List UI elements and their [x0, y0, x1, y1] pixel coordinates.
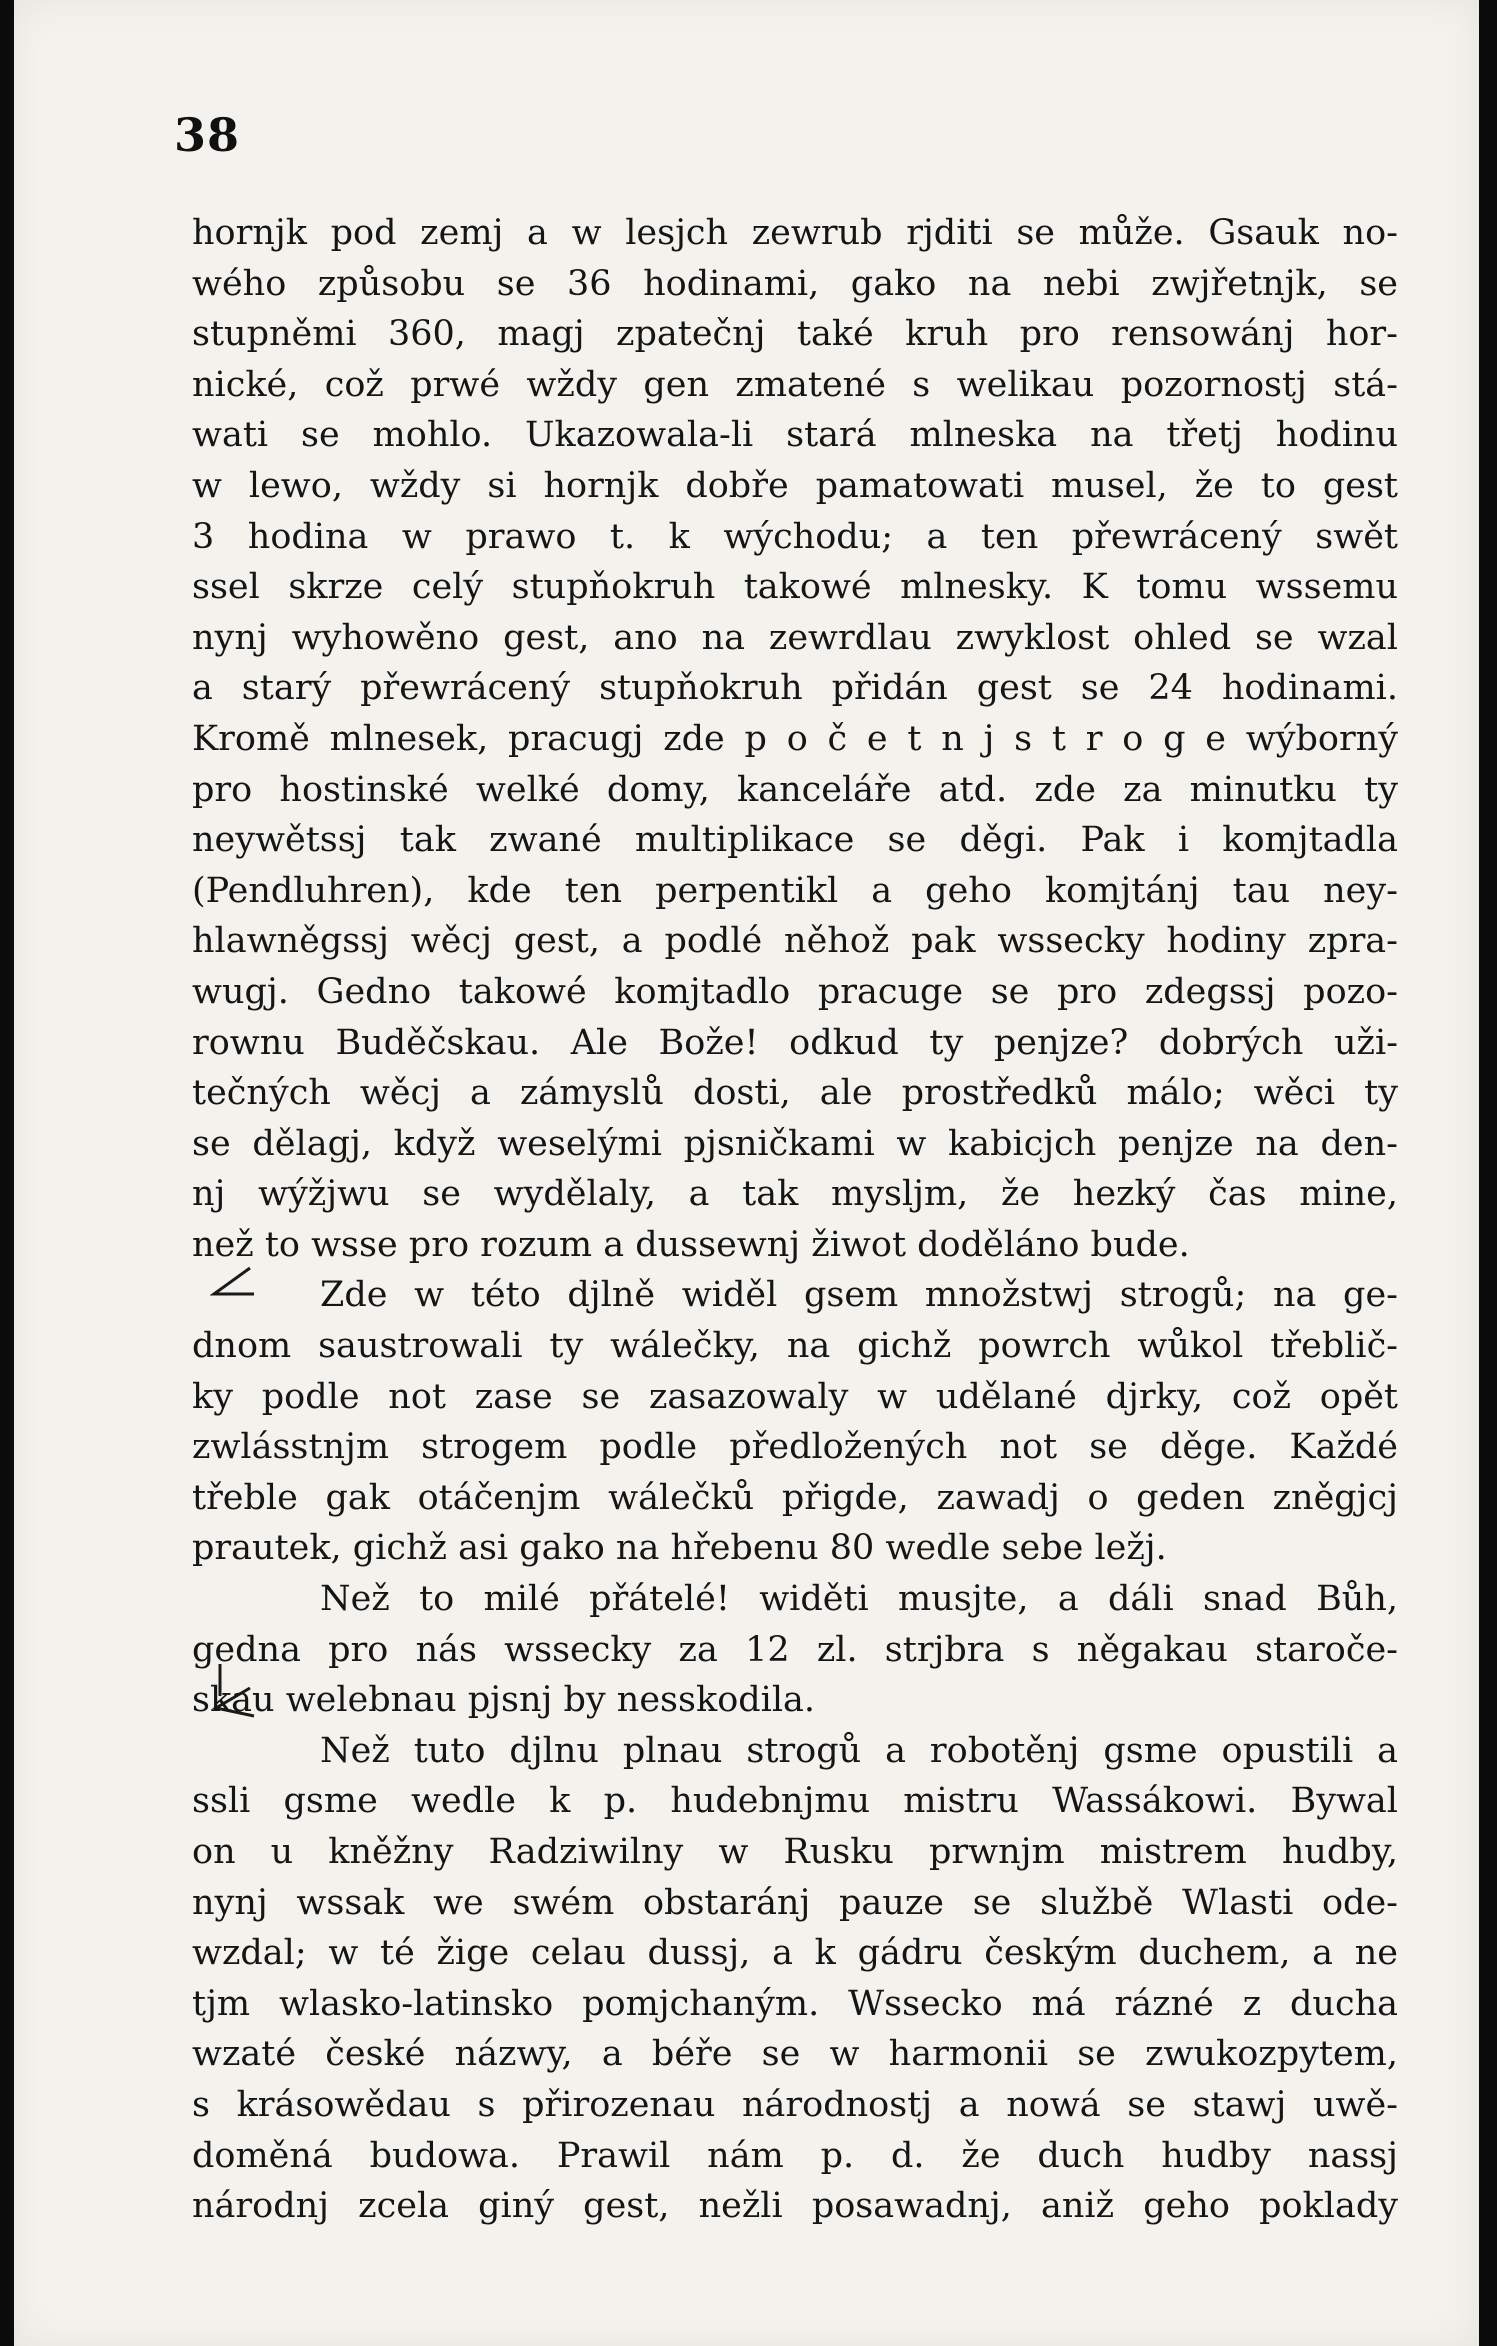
text-line: skau welebnau pjsnj by nesskodila.	[192, 1680, 816, 1721]
text-line: ssli gsme wedle k p. hudebnjmu mistru Wassákowi. Bywal	[192, 1781, 1398, 1822]
text-line: nynj wyhowěno gest, ano na zewrdlau zwyklost ohled se wzal	[192, 617, 1398, 658]
text-line: nj wýžjwu se wydělaly, a tak myslјm, že hezký čas mine,	[192, 1174, 1398, 1215]
text-line: rownu Buděčskau. Ale Bože! odkud ty penjze? dobrých uži-	[192, 1022, 1398, 1063]
book-page	[14, 0, 1479, 2346]
text-line: třeble gak otáčenjm wálečků přigde, zawadj o geden zněgjcj	[192, 1477, 1398, 1518]
text-line: dnom saustrowali ty wálečky, na gichž powrch wůkol třeblič-	[192, 1326, 1398, 1367]
text-line: wati se mohlo. Ukazowala-li stará mlneska na třetj hodinu	[192, 415, 1398, 456]
text-line: on u kněžny Radziwilny w Rusku prwnjm mistrem hudby,	[192, 1832, 1398, 1872]
text-line: a starý přewrácený stupňokruh přidán gest se 24 hodinami.	[192, 668, 1398, 709]
text-line: wzaté české názwy, a béře se w harmonii se zwukozpytem,	[192, 2034, 1398, 2075]
text-line: ssel skrze celý stupňokruh takowé mlnesky. K tomu wssemu	[192, 567, 1398, 608]
text-line: stupněmi 360, magj zpatečnj také kruh pro rensowánj hor-	[192, 314, 1398, 355]
text-line: 3 hodina w prawo t. k wýchodu; a ten přewrácený swět	[192, 516, 1398, 557]
page-number: 38	[174, 108, 241, 162]
text-line: Než to milé přátelé! widěti musjte, a dáli snad Bůh,	[320, 1579, 1398, 1620]
text-line: wzdal; w té žige celau dussj, a k gádru českým duchem, a ne	[192, 1933, 1398, 1974]
text-line: gedna pro nás wssecky za 12 zl. strjbra s něgakau staroče-	[192, 1629, 1398, 1670]
text-line: prautek, gichž asi gako na hřebenu 80 wedle sebe ležj.	[192, 1528, 1167, 1569]
text-line: tečných wěcj a zámyslů dosti, ale prostředků málo; wěci ty	[192, 1073, 1398, 1114]
text-line: se dělagj, když weselými pjsničkami w kabicjch penjze na den-	[192, 1123, 1398, 1164]
text-line: hlawněgssj wěcj gest, a podlé něhož pak wssecky hodiny zpra-	[192, 921, 1398, 962]
text-line: nynj wssak we swém obstaránj pauze se službě Wlasti ode-	[192, 1882, 1398, 1923]
text-line: zwlásstnjm strogem podle předložených not se děge. Každé	[192, 1427, 1398, 1468]
text-line: nické, což prwé wždy gen zmatené s welikau pozornostj stá-	[192, 364, 1398, 405]
text-line: wého způsobu se 36 hodinami, gako na nebi zwjřetnjk, se	[192, 263, 1398, 304]
text-line: s krásowědau s přirozenau národnostj a nowá se stawj uwě-	[192, 2084, 1398, 2125]
text-line: doměná budowa. Prawil nám p. d. že duch hudby nassj	[192, 2135, 1398, 2176]
text-line: tjm wlasko-latinsko pomjchaným. Wssecko má rázné z ducha	[192, 1983, 1398, 2024]
text-line: (Pendluhren), kde ten perpentikl a geho komjtánj tau ney-	[192, 870, 1398, 911]
text-line: Zde w této djlně widěl gsem množstwj strogů; na ge-	[320, 1275, 1398, 1316]
text-line: wugj. Gedno takowé komjtadlo pracuge se pro zdegssj pozo-	[192, 971, 1398, 1012]
text-line: neywětssj tak zwané multiplikace se děgi. Pak i komjtadla	[192, 820, 1398, 861]
text-line: než to wsse pro rozum a dussewnj žiwot doděláno bude.	[192, 1224, 1190, 1265]
text-line: ky podle not zase se zasazowaly w udělané djrky, což opět	[192, 1376, 1398, 1417]
text-line: pro hostinské welké domy, kanceláře atd. zde za minutku ty	[192, 769, 1398, 810]
text-line: Než tuto djlnu plnau strogů a robotěnj gsme opustili a	[320, 1730, 1398, 1771]
scan-edge	[1479, 0, 1497, 2346]
text-line: w lewo, wždy si hornjk dobře pamatowati musel, že to gest	[192, 465, 1398, 506]
text-line: Kromě mlnesek, pracugj zde p o č e t n j s t r o g e wýborný	[192, 718, 1398, 759]
body-text	[192, 208, 1398, 2232]
text-line: hornjk pod zemj a w lesjch zewrub rjditi se může. Gsauk no-	[192, 213, 1398, 253]
text-line: národnj zcela giný gest, nežli posawadnj, aniž geho poklady	[192, 2186, 1398, 2227]
